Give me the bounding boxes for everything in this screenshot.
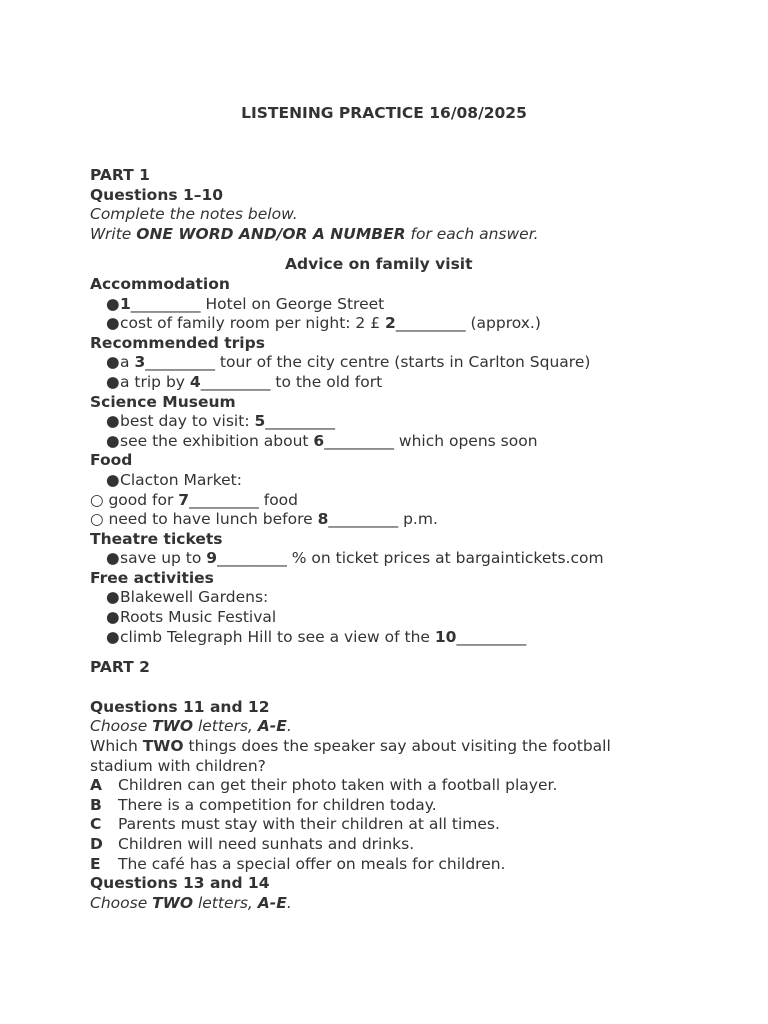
section-science-museum: Science Museum [90, 392, 236, 411]
answer-blank[interactable]: _________ [395, 314, 466, 333]
option-b[interactable] [90, 796, 690, 816]
item-text: which opens soon [393, 431, 538, 450]
option-a[interactable] [90, 776, 690, 796]
question-text-line2: stadium with children? [90, 756, 266, 775]
question-number: 9 [206, 549, 218, 568]
question-number: 7 [178, 490, 190, 509]
page-title: LISTENING PRACTICE 16/08/2025 [241, 104, 527, 122]
bullet-icon: ● [106, 470, 120, 489]
question-line1: things does the speaker say about visiting the football [183, 737, 611, 756]
item-text: see the exhibition about [120, 431, 314, 450]
choose-two: TWO [152, 893, 194, 912]
item-text: Hotel on George Street [200, 294, 385, 313]
option-text: There is a competition for children today. [118, 795, 437, 814]
list-item [90, 549, 690, 569]
item-text: ○ good for [90, 490, 179, 509]
notes-title-text: Advice on family visit [285, 255, 473, 274]
section-free-activities: Free activities [90, 568, 214, 587]
part2-heading: PART 2 [90, 658, 150, 677]
answer-blank[interactable]: _________ [456, 627, 527, 646]
option-text: The café has a special offer on meals for children. [118, 854, 506, 873]
choose-mid: letters, [193, 717, 258, 736]
answer-blank[interactable]: _________ [265, 412, 336, 431]
list-item [90, 588, 690, 608]
item-text: (approx.) [465, 314, 541, 333]
list-item [90, 628, 690, 648]
choose-range: A-E [257, 893, 287, 912]
instruction-write-post: for each answer. [405, 224, 539, 243]
list-item [90, 295, 690, 315]
option-d[interactable] [90, 835, 690, 855]
choose-end: . [286, 717, 292, 736]
item-text: food [258, 490, 299, 509]
bullet-icon: ● [106, 608, 120, 627]
choose-end: . [286, 893, 292, 912]
question-number: 1 [120, 294, 131, 313]
option-letter: B [90, 795, 102, 814]
option-letter: A [90, 776, 102, 795]
bullet-icon: ● [106, 412, 120, 431]
item-text: Blakewell Gardens: [120, 588, 269, 607]
item-text: cost of family room per night: 2 £ [120, 314, 386, 333]
item-text: a [120, 353, 135, 372]
item-text: Clacton Market: [120, 470, 242, 489]
option-e[interactable] [90, 855, 690, 875]
list-item [90, 353, 690, 373]
question-bold: TWO [142, 737, 184, 756]
item-text: % on ticket prices at bargaintickets.com [286, 549, 604, 568]
document-body [90, 0, 690, 913]
question-number: 10 [434, 627, 457, 646]
bullet-icon: ● [106, 353, 120, 372]
instruction-complete: Complete the notes below. [90, 205, 298, 224]
question-number: 3 [134, 353, 146, 372]
question-pre: Which [90, 737, 143, 756]
bullet-icon: ● [106, 549, 120, 568]
questions-1-10-heading: Questions 1–10 [90, 185, 224, 204]
question-number: 8 [317, 510, 329, 529]
bullet-icon: ● [106, 431, 120, 450]
bullet-icon: ● [106, 588, 120, 607]
answer-blank[interactable]: _________ [145, 353, 215, 372]
question-number: 6 [313, 431, 325, 450]
answer-blank[interactable]: _________ [328, 510, 399, 529]
instruction-write-bold: ONE WORD AND/OR A NUMBER [136, 224, 406, 243]
option-letter: C [90, 815, 102, 834]
item-text: best day to visit: [120, 412, 255, 431]
list-item [90, 608, 690, 628]
list-item [90, 471, 690, 491]
list-item [90, 412, 690, 432]
item-text: tour of the city centre (starts in Carlton Square) [214, 353, 591, 372]
item-text: save up to [120, 549, 207, 568]
question-number: 5 [254, 412, 266, 431]
option-c[interactable] [90, 815, 690, 835]
sub-list-item [90, 491, 690, 511]
choose-two: TWO [152, 717, 194, 736]
bullet-icon: ● [106, 372, 120, 391]
section-food: Food [90, 451, 133, 470]
bullet-icon: ● [106, 294, 120, 313]
item-text: climb Telegraph Hill to see a view of the [120, 627, 435, 646]
part1-heading: PART 1 [90, 166, 150, 184]
option-text: Children can get their photo taken with a football player. [118, 776, 558, 795]
section-theatre-tickets: Theatre tickets [90, 529, 223, 548]
section-accommodation: Accommodation [90, 274, 230, 293]
list-item [90, 432, 690, 452]
sub-list-item [90, 510, 690, 530]
choose-mid: letters, [193, 893, 258, 912]
question-text [90, 737, 690, 757]
bullet-icon: ● [106, 627, 120, 646]
item-text: ○ need to have lunch before [90, 510, 318, 529]
instruction-write-pre: Write [90, 224, 137, 243]
question-number: 2 [385, 314, 396, 333]
questions-11-12-heading: Questions 11 and 12 [90, 697, 270, 716]
bullet-icon: ● [106, 314, 120, 333]
choose-range: A-E [257, 717, 287, 736]
answer-blank[interactable]: _________ [200, 372, 271, 391]
questions-13-14-heading: Questions 13 and 14 [90, 874, 270, 893]
list-item [90, 314, 690, 334]
list-item [90, 373, 690, 393]
choose-pre: Choose [90, 717, 153, 736]
options-list [90, 776, 690, 874]
item-text: to the old fort [270, 372, 383, 391]
item-text: a trip by [120, 372, 190, 391]
answer-blank[interactable]: _________ [189, 490, 259, 509]
section-recommended-trips: Recommended trips [90, 333, 265, 352]
question-number: 4 [189, 372, 201, 391]
choose-instruction [90, 894, 690, 914]
choose-instruction [90, 717, 690, 737]
option-text: Parents must stay with their children at all times. [118, 815, 500, 834]
answer-blank[interactable]: _________ [324, 431, 394, 450]
choose-pre: Choose [90, 893, 153, 912]
item-text: p.m. [398, 510, 438, 529]
answer-blank[interactable]: _________ [217, 549, 287, 568]
notes-title [90, 255, 690, 275]
instruction-write [90, 225, 690, 245]
item-text: Roots Music Festival [120, 608, 277, 627]
option-letter: D [90, 835, 103, 853]
option-text: Children will need sunhats and drinks. [118, 835, 415, 853]
option-letter: E [90, 854, 101, 873]
answer-blank[interactable]: _________ [130, 294, 201, 313]
